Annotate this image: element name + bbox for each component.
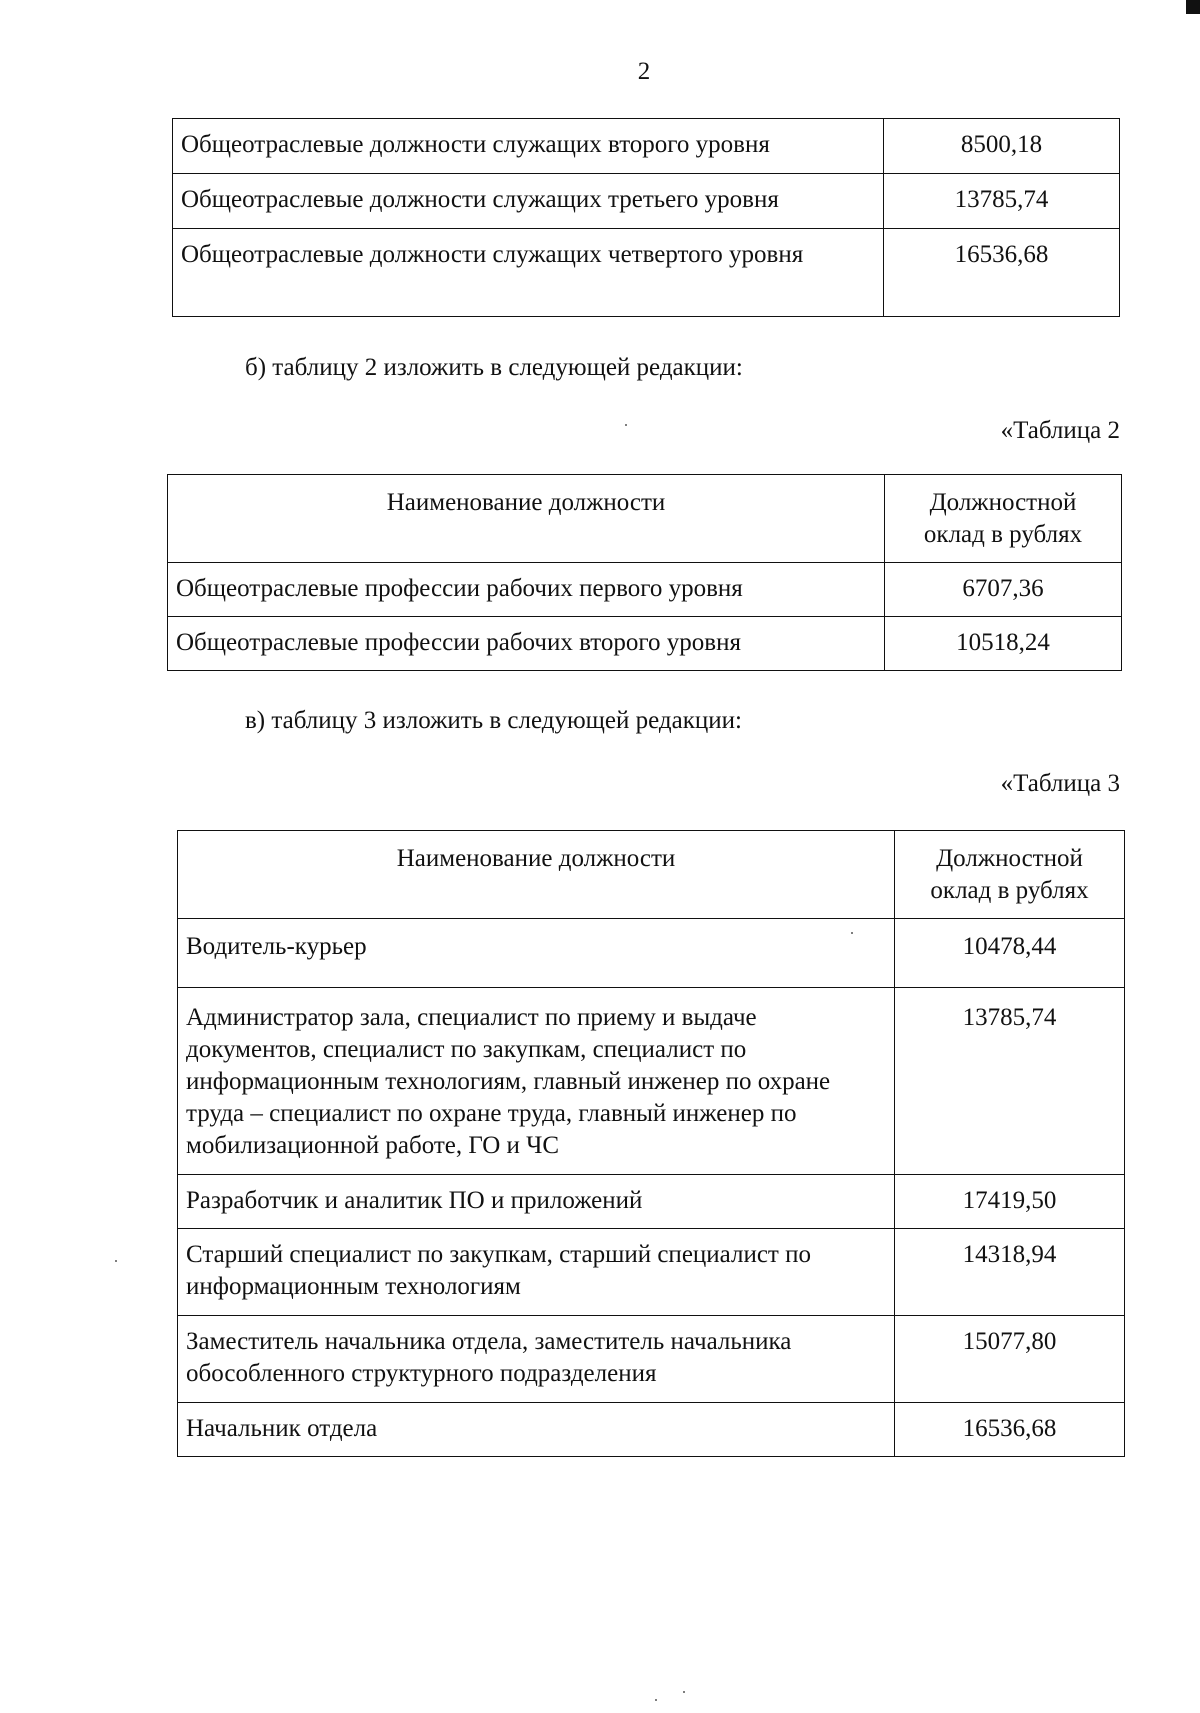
scan-speck: [115, 1260, 117, 1262]
table-row: [168, 563, 1122, 617]
table-1: [172, 118, 1120, 317]
salary-value: 14318,94: [895, 1229, 1125, 1316]
table-3: [177, 830, 1125, 1457]
table-row: [178, 1175, 1125, 1229]
column-header-name: Наименование должности: [168, 475, 885, 563]
table-3-caption: «Таблица 3: [1000, 770, 1120, 797]
position-name: Общеотраслевые профессии рабочих второго уровня: [168, 617, 885, 671]
paragraph-v: в) таблицу 3 изложить в следующей редакции:: [245, 707, 742, 734]
position-name: Общеотраслевые должности служащих четвертого уровня: [173, 229, 884, 317]
scan-edge-mark: [1186, 0, 1200, 14]
position-name: Начальник отдела: [178, 1403, 895, 1457]
table-row: [168, 617, 1122, 671]
salary-value: 10478,44: [895, 919, 1125, 988]
table-2-caption: «Таблица 2: [1000, 417, 1120, 444]
scan-speck: [683, 1691, 685, 1693]
salary-value: 16536,68: [895, 1403, 1125, 1457]
column-header-salary: Должностной оклад в рублях: [885, 475, 1122, 563]
position-name: Общеотраслевые должности служащих второго уровня: [173, 119, 884, 174]
table-row: [178, 988, 1125, 1175]
table-row: [178, 1316, 1125, 1403]
position-name: Старший специалист по закупкам, старший специалист по информационным технологиям: [178, 1229, 895, 1316]
salary-value: 13785,74: [895, 988, 1125, 1175]
page-number: 2: [637, 58, 651, 85]
salary-value: 10518,24: [885, 617, 1122, 671]
column-header-salary: Должностной оклад в рублях: [895, 831, 1125, 919]
table-header-row: [168, 475, 1122, 563]
table-row: [178, 919, 1125, 988]
table-row: [173, 119, 1120, 174]
table-2: [167, 474, 1122, 671]
scan-speck: [655, 1699, 657, 1701]
salary-value: 16536,68: [884, 229, 1120, 317]
salary-value: 8500,18: [884, 119, 1120, 174]
position-name: Заместитель начальника отдела, заместитель начальника обособленного структурного подразделения: [178, 1316, 895, 1403]
position-name: Администратор зала, специалист по приему и выдаче документов, специалист по закупкам, специалист по информационным технологиям, главный инженер по охране труда – специалист по охране труда, главный инженер по мобилизационной работе, ГО и ЧС: [178, 988, 895, 1175]
salary-value: 17419,50: [895, 1175, 1125, 1229]
salary-value: 6707,36: [885, 563, 1122, 617]
column-header-name: Наименование должности: [178, 831, 895, 919]
position-name: Общеотраслевые должности служащих третьего уровня: [173, 174, 884, 229]
table-row: [178, 1229, 1125, 1316]
salary-value: 15077,80: [895, 1316, 1125, 1403]
table-header-row: [178, 831, 1125, 919]
paragraph-b: б) таблицу 2 изложить в следующей редакции:: [245, 354, 743, 381]
salary-value: 13785,74: [884, 174, 1120, 229]
scan-speck: [851, 932, 853, 934]
table-row: [173, 229, 1120, 317]
table-row: [178, 1403, 1125, 1457]
table-row: [173, 174, 1120, 229]
position-name: Разработчик и аналитик ПО и приложений: [178, 1175, 895, 1229]
position-name: Общеотраслевые профессии рабочих первого уровня: [168, 563, 885, 617]
position-name: Водитель-курьер: [178, 919, 895, 988]
scan-speck: [625, 424, 627, 426]
